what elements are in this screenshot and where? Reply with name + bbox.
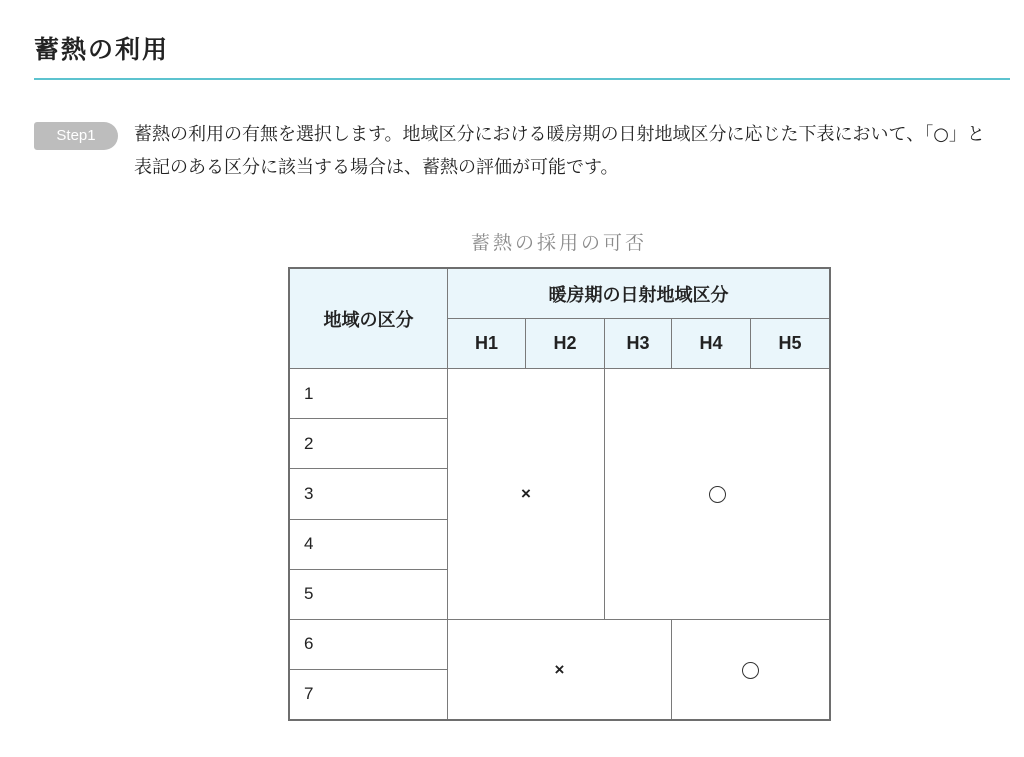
column-header-h2: H2 (526, 319, 605, 369)
not-available-cell (448, 619, 672, 719)
available-cell (605, 369, 830, 620)
page-title: 蓄熱の利用 (34, 35, 170, 64)
region-row-label: 7 (290, 669, 448, 719)
step-badge: Step1 (34, 122, 118, 150)
region-row-label: 1 (290, 369, 448, 419)
column-header-h1: H1 (448, 319, 526, 369)
region-row-label: 6 (290, 619, 448, 669)
circle-mark-icon (742, 662, 759, 679)
region-row-label: 5 (290, 569, 448, 619)
column-header-h3: H3 (605, 319, 672, 369)
cross-mark: × (521, 484, 531, 504)
column-header-h4: H4 (672, 319, 751, 369)
region-row-label: 2 (290, 419, 448, 469)
title-divider (34, 78, 1010, 80)
table-caption: 蓄熱の採用の可否 (470, 232, 647, 254)
cross-mark: × (554, 659, 565, 679)
region-row-label: 4 (290, 519, 448, 569)
not-available-cell (448, 369, 605, 620)
available-cell (672, 619, 830, 719)
region-row-label: 3 (290, 469, 448, 519)
column-header-h5: H5 (751, 319, 830, 369)
circle-mark-icon (709, 486, 726, 503)
solar-zone-header: 暖房期の日射地域区分 (448, 269, 830, 319)
step-description: 蓄熱の利用の有無を選択します。地域区分における暖房期の日射地域区分に応じた下表において、「○」と表記のある区分に該当する場合は、蓄熱の評価が可能です。 (134, 124, 985, 178)
heat-storage-table (289, 268, 830, 720)
region-header: 地域の区分 (290, 269, 448, 369)
